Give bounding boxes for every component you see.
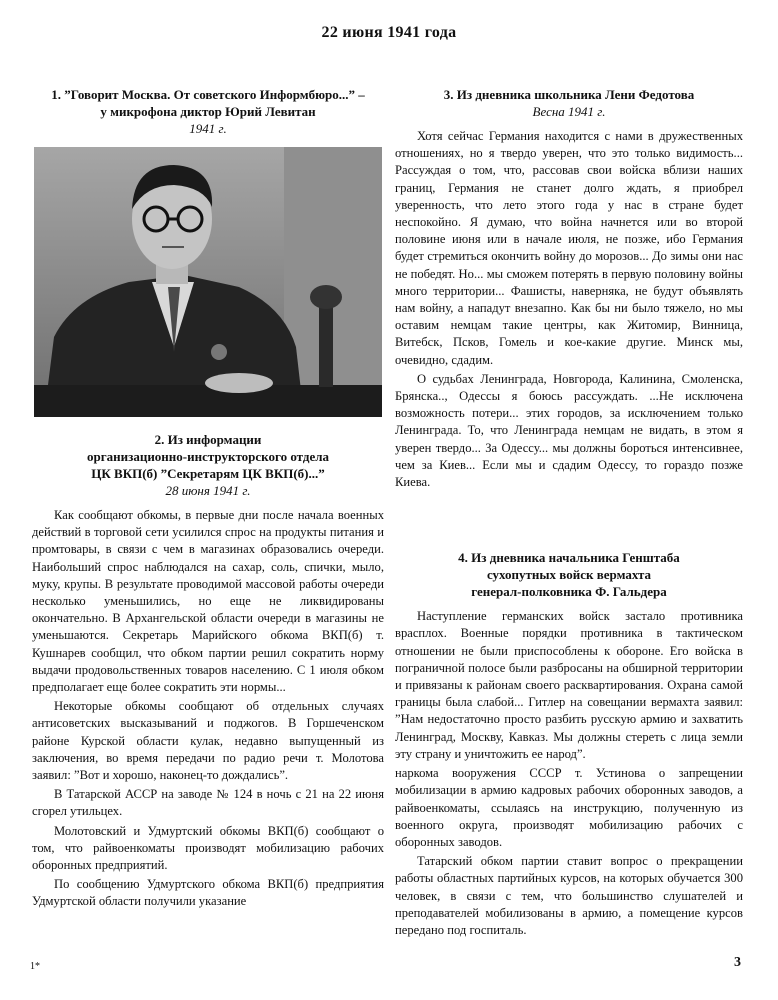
photo-illustration [34, 147, 382, 417]
section-2-paragraph: Молотовский и Удмуртский обкомы ВКП(б) сообщают о том, что райвоенкоматы производят мобилизацию рабочих оборонных предприятий. [32, 823, 384, 873]
section-4-title-line2: сухопутных войск вермахта [486, 567, 652, 583]
levitan-photo [34, 147, 382, 417]
section-2-heading [32, 431, 384, 499]
left-column [32, 86, 384, 913]
section-4-paragraph: наркома вооружения СССР т. Устинова о запрещении мобилизации в армию кадровых рабочих оборонных заводов, а райвоенкоматы, ссылаясь на инструкцию, полученную из военного округа, производят мобилизацию рабочих с оборонных заводов. [395, 766, 743, 849]
section-1-title-line2: у микрофона диктор Юрий Левитан [100, 104, 316, 119]
section-3-paragraph: О судьбах Ленинграда, Новгорода, Калинина, Смоленска, Брянска.., Одессы я боюсь рассуждать. ...Не исключена возможность потери... этих городов, за исключением только Ленинграда. То, что Ленинграда немцам не видать, в этом я уверен твердо... За Одессу... мы должны бороться интенсивнее, чем за Киев... Если мы и сдадим Одессу, то гораздо позже Киева. [395, 371, 743, 490]
section-3-title: 3. Из дневника школьника Лени Федотова [443, 87, 695, 102]
section-2-title-line3: ЦК ВКП(б) ”Секретарям ЦК ВКП(б)...” [91, 466, 325, 481]
section-2-title-line2: организационно-инструкторского отдела [86, 449, 330, 464]
section-3-paragraph: Хотя сейчас Германия находится с нами в дружественных отношениях, но я твердо уверен, что это только видимость... Рассуждая о том, что, рассовав свои войска вблизи наших границ, Германия не станет долго ждать, я приобрел уверенность, что лето этого года у нас в стране будет неспокойно. Я думаю, что война начнется или во второй половине июня или в начале июля, не позже, ибо Германия будет стремиться окончить войну до морозов... До зимы они нас не победят. Но... мы сможем потерять в первую половину войны много территории... Фашисты, наверняка, не будут объявлять нам войну, а нападут внезапно. Как бы ни было тяжело, но мы оставим немцам такие центры, как Житомир, Винница, Витебск, Псков, Гомель и кое-какие другие. Минск мы, очевидно, сдадим. [395, 129, 743, 367]
section-2-paragraph: По сообщению Удмуртского обкома ВКП(б) предприятия Удмуртской области получили указание [32, 877, 384, 909]
section-1-heading [32, 86, 384, 137]
signature-mark: 1* [30, 961, 40, 972]
section-3-heading [395, 86, 743, 120]
right-column [395, 86, 743, 941]
section-2-paragraph: Некоторые обкомы сообщают об отдельных случаях антисоветских высказываний и поджогов. В Горшеченском районе Курской области кулак, недавно выпущенный из заключения, во время передачи по радио речи т. Молотова заявил: ”Вот и хорошо, наконец-то дождались”. [32, 699, 384, 783]
section-4-paragraph: Наступление германских войск застало противника врасплох. Военные порядки противника в тактическом отношении не были приспособлены к обороне. Его войска в пограничной полосе были разбросаны на обширной территории и привязаны к районам своего расквартирования. Охрана самой границы была слабой... Гитлер на совещании вермахта заявил: ”Нам недостаточно просто разбить русскую армию и захватить Ленинград, Москву, Кавказ. Мы должны стереть с лица земли эту страну и уничтожить ее народ”. [395, 609, 743, 761]
section-2-title-line1: 2. Из информации [154, 432, 262, 447]
section-4-heading [395, 549, 743, 600]
section-2-date: 28 июня 1941 г. [165, 483, 251, 498]
section-2-paragraph: Как сообщают обкомы, в первые дни после начала военных действий в торговой сети усилился спрос на продукты питания и промтовары, в связи с чем в магазинах образовались очереди. Наибольший спрос наблюдался на сахар, соль, спички, мыло, муку, крупы. В результате проводимой массовой работы очереди несколько уменьшились, но еще не ликвидированы окончательно. В Архангельской области очереди в магазины не уменьшаются. Секретарь Марийского обкома ВКП(б) т. Кушнарев сообщил, что обком партии решил сократить норму выдачи продовольственных товаров населению. С 1 июля обком предполагает еще более сократить эти нормы... [32, 508, 384, 695]
section-4-title-line1: 4. Из дневника начальника Генштаба [458, 550, 680, 566]
section-4-paragraph: Татарский обком партии ставит вопрос о прекращении работы областных партийных курсов, на которых обучается 300 человек, в связи с тем, что большинство слушателей и преподавателей мобилизованы в армию, а помещение курсов передано под госпиталь. [395, 854, 743, 937]
page-number: 3 [734, 955, 741, 970]
section-2-paragraph: В Татарской АССР на заводе № 124 в ночь с 21 на 22 июня сгорел утильцех. [32, 787, 384, 819]
section-4-title-line3: генерал-полковника Ф. Гальдера [471, 584, 667, 600]
section-1-date: 1941 г. [189, 121, 227, 136]
page-title: 22 июня 1941 года [321, 24, 457, 41]
section-3-date: Весна 1941 г. [532, 104, 606, 119]
section-1-title-line1: 1. ”Говорит Москва. От советского Информбюро...” – [51, 87, 365, 102]
